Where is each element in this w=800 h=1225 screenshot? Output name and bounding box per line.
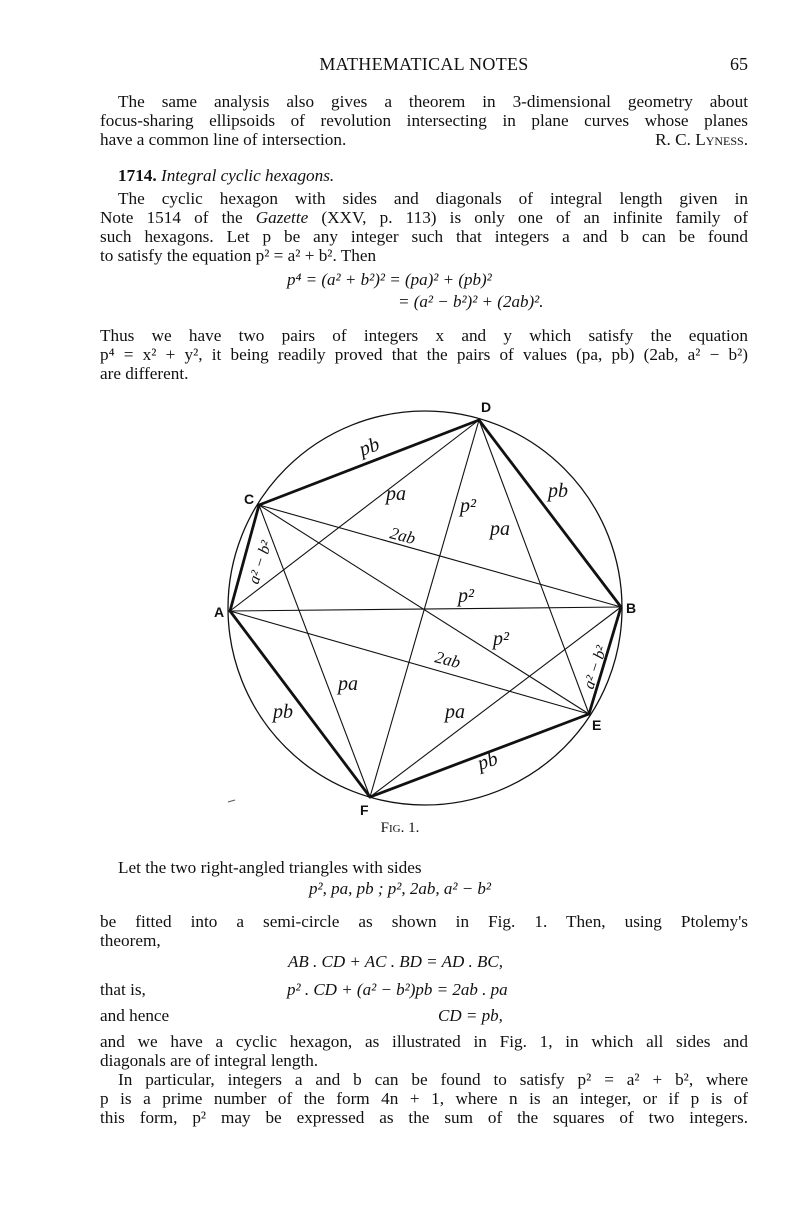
para1-line-1: The cyclic hexagon with sides and diagonals of integral length given in: [118, 189, 748, 208]
para2-line-1: Thus we have two pairs of integers x and y which satisfy the equation: [100, 326, 748, 345]
edge-label-AE: 2ab: [433, 647, 463, 673]
para2-line-2: p⁴ = x² + y², it being readily proved that the pairs of values (pa, pb) (2ab, a² − b²): [100, 345, 748, 364]
para2-line-3: are different.: [100, 364, 189, 383]
page-number: 65: [730, 54, 748, 74]
note-number: 1714.: [118, 166, 157, 185]
journal-name: Gazette: [255, 208, 309, 227]
prev-note-line-2: focus-sharing ellipsoids of revolution intersecting in plane curves whose planes: [100, 111, 748, 130]
edge-label-BF: pa: [445, 701, 465, 723]
equation-ptolemy: AB . CD + AC . BD = AD . BC,: [288, 952, 503, 971]
running-head-title: MATHEMATICAL NOTES: [319, 54, 529, 74]
equation-that-is: p² . CD + (a² − b²)pb = 2ab . pa: [287, 980, 508, 999]
diagonal-AE: [230, 611, 589, 714]
equation-1: p⁴ = (a² + b²)² = (pa)² + (pb)²: [287, 270, 492, 289]
label-and-hence: and hence: [100, 1006, 170, 1025]
edge-label-FE: pb: [474, 747, 501, 775]
vertex-label-E: E: [592, 717, 602, 733]
edge-label-CB: 2ab: [388, 523, 418, 549]
prev-note-line-3: have a common line of intersection.: [100, 130, 347, 149]
para5-line-2: p is a prime number of the form 4n + 1, where n is an integer, or if p is of: [100, 1089, 748, 1108]
equation-hence: CD = pb,: [438, 1006, 503, 1025]
diagonal-AD: [230, 420, 479, 611]
vertex-label-F: F: [360, 802, 369, 818]
para4-line-2: diagonals are of integral length.: [100, 1051, 319, 1070]
equation-2: = (a² − b²)² + (2ab)².: [398, 292, 544, 311]
edge-label-CE: p²: [493, 628, 509, 650]
para5-line-3: this form, p² may be expressed as the sum of the squares of two integers.: [100, 1108, 748, 1127]
edge-label-AC: a² − b²: [245, 538, 276, 587]
vertex-label-B: B: [626, 600, 637, 616]
author-name: R. C. Lyness.: [655, 130, 748, 149]
edge-label-AD: pa: [386, 483, 406, 505]
edge-label-CF: pa: [338, 673, 358, 695]
diagonal-CF: [259, 505, 370, 797]
edge-label-CD: pb: [356, 433, 383, 461]
para3-line-3: theorem,: [100, 931, 161, 950]
stray-mark: [228, 800, 235, 802]
side-DB: [479, 420, 621, 607]
para1-line-2b: (XXV, p. 113) is only one of an infinite family of: [308, 208, 748, 227]
figure-caption: [0, 820, 800, 837]
edge-label-DF: p²: [460, 495, 476, 517]
para5-line-1: In particular, integers a and b can be found to satisfy p² = a² + b², where: [118, 1070, 748, 1089]
edge-label-AB: p²: [458, 585, 474, 607]
para3-line-2: be fitted into a semi-circle as shown in Fig. 1. Then, using Ptolemy's: [100, 912, 748, 931]
edge-label-AF: pb: [273, 701, 293, 723]
side-FA: [230, 611, 370, 797]
vertex-label-C: C: [244, 491, 255, 507]
para1-line-4: to satisfy the equation p² = a² + b². Then: [100, 246, 377, 265]
note-title: Integral cyclic hexagons.: [160, 166, 335, 185]
edge-label-BE: a² − b²: [580, 643, 611, 692]
para1-line-2a: Note 1514 of the: [100, 208, 256, 227]
diagonals: [230, 420, 621, 797]
edge-label-DB: pb: [548, 480, 568, 502]
diagonal-DE: [479, 420, 589, 714]
vertex-label-D: D: [481, 399, 492, 415]
figure-caption-text: Fig. 1.: [380, 820, 420, 836]
para4-line-1: and we have a cyclic hexagon, as illustrated in Fig. 1, in which all sides and: [100, 1032, 748, 1051]
edge-label-DE: pa: [490, 518, 510, 540]
prev-note-line-1: The same analysis also gives a theorem in 3-dimensional geometry about: [118, 92, 748, 111]
para3-line-1: Let the two right-angled triangles with sides: [118, 858, 422, 877]
vertex-label-A: A: [214, 604, 225, 620]
para1-line-3: such hexagons. Let p be any integer such that integers a and b can be found: [100, 227, 748, 246]
label-that-is: that is,: [100, 980, 146, 999]
equation-triangles: p², pa, pb ; p², 2ab, a² − b²: [309, 879, 492, 898]
